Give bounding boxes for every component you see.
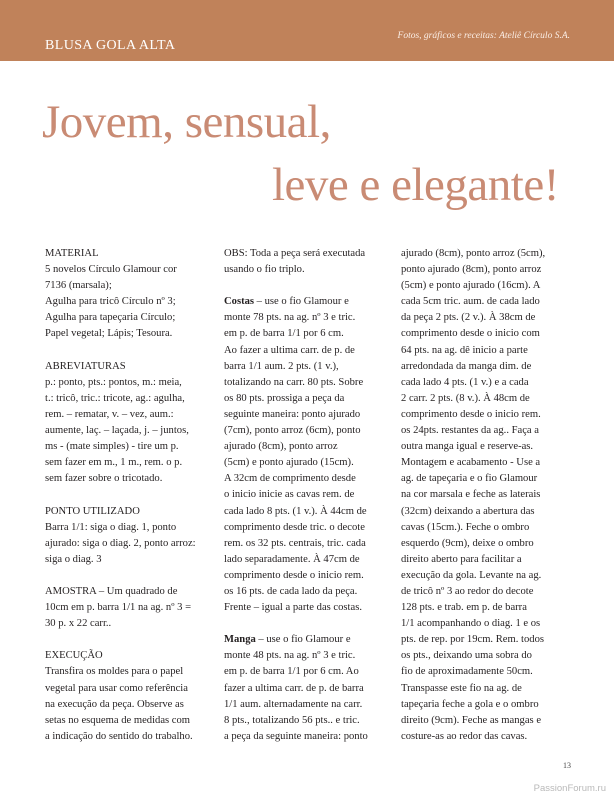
costas-line: rem. os 32 pts. centrais, tric. cada <box>224 537 366 549</box>
costas-line: seguinte maneira: ponto ajurado <box>224 408 361 420</box>
costas-line: lado separadamente. À 47cm de <box>224 553 360 565</box>
material-line: 7136 (marsala); <box>45 280 112 292</box>
abreviaturas-line: rem. – rematar, v. – vez, aum.: <box>45 408 174 420</box>
costas-label: Costas <box>224 296 255 308</box>
body-line: cada lado 4 pts. (1 v.) e a cada <box>401 376 529 388</box>
paragraph-gap <box>224 278 392 294</box>
manga-line: fazer a ultima carr. de p. de barra <box>224 682 364 694</box>
manga-label: Manga <box>224 634 256 646</box>
manga-text <box>224 648 392 745</box>
body-line: direito aberto para facilitar a <box>401 553 522 565</box>
section-title: BLUSA GOLA ALTA <box>45 38 176 53</box>
page-number: 13 <box>563 761 571 770</box>
costas-line: em p. de barra 1/1 por 6 cm. <box>224 328 344 340</box>
costas-first-text: – use o fio Glamour e <box>254 296 349 308</box>
costas-line: os 80 pts. prossiga a peça da <box>224 392 345 404</box>
execucao-line: na execução da peça. Observe as <box>45 698 184 710</box>
body-line: 128 pts. e trab. em p. de barra <box>401 602 527 614</box>
body-line: pts. de rep. por 19cm. Rem. todos <box>401 634 544 646</box>
body-line: esquerdo (9cm), deixe o ombro <box>401 537 534 549</box>
obs-text <box>224 246 392 278</box>
costas-line: barra 1/1 aum. 2 pts. (1 v.), <box>224 360 339 372</box>
header-band <box>0 0 614 61</box>
ponto-text <box>45 520 217 568</box>
abreviaturas-line: sem fazer sobre o tricotado. <box>45 473 163 485</box>
body-line: comprimento desde o inicio rem. <box>401 408 541 420</box>
paragraph-gap <box>224 616 392 632</box>
abreviaturas-line: ms - (mate simples) - tire um p. <box>45 441 179 453</box>
costas-line: (5cm) e ponto ajurado (15cm). <box>224 457 354 469</box>
text-column-2 <box>224 246 392 745</box>
execucao-line: vegetal para usar como referência <box>45 682 188 694</box>
manga-first-line <box>224 632 392 648</box>
photo-credits: Fotos, gráficos e receitas: Ateliê Círculo S.A. <box>397 31 570 41</box>
material-line: 5 novelos Círculo Glamour cor <box>45 264 177 276</box>
costas-line: A 32cm de comprimento desde <box>224 473 356 485</box>
body-line: arredondada da manga dim. de <box>401 360 532 372</box>
body-line: 1/1 acompanhando o diag. 1 e os <box>401 618 541 630</box>
ponto-line: Barra 1/1: siga o diag. 1, ponto <box>45 521 177 533</box>
body-line: os 24pts. restantes da ag.. Faça a <box>401 425 539 437</box>
paragraph-gap <box>45 568 217 584</box>
manga-line: monte 48 pts. na ag. nº 3 e tric. <box>224 650 356 662</box>
body-line: ponto ajurado (8cm), ponto arroz <box>401 264 542 276</box>
ponto-heading: PONTO UTILIZADO <box>45 505 140 517</box>
material-line: Agulha para tapeçaria Círculo; <box>45 312 176 324</box>
body-line: na cor marsala e feche as laterais <box>401 489 541 501</box>
abreviaturas-line: aumente, laç. – laçada, j. – juntos, <box>45 425 189 437</box>
manga-line: a peça da seguinte maneira: ponto <box>224 730 368 742</box>
obs-line: usando o fio triplo. <box>224 264 305 276</box>
execucao-line: setas no esquema de medidas com <box>45 714 191 726</box>
execucao-text <box>45 664 217 744</box>
body-line: os pts., deixando uma sobra do <box>401 650 532 662</box>
amostra-line: 10cm em p. barra 1/1 na ag. nº 3 = <box>45 602 192 614</box>
obs-line: OBS: Toda a peça será executada <box>224 248 366 259</box>
costas-line: totalizando na carr. 80 pts. Sobre <box>224 376 364 388</box>
material-line: Agulha para tricô Círculo nº 3; <box>45 296 176 308</box>
body-line: (32cm) deixando a abertura das <box>401 505 535 517</box>
costas-line: ajurado (8cm), ponto arroz <box>224 441 338 453</box>
manga-line: 1/1 aum. alternadamente na carr. <box>224 698 363 710</box>
ponto-line: siga o diag. 3 <box>45 553 102 565</box>
body-line: cavas (15cm.). Feche o ombro <box>401 521 530 533</box>
headline-line-1: Jovem, sensual, <box>42 96 331 148</box>
body-line: execução da gola. Levante na ag. <box>401 569 542 581</box>
paragraph-gap <box>45 632 217 648</box>
execucao-line: a indicação do sentido do trabalho. <box>45 730 193 742</box>
costas-line: o inicio inicie as cavas rem. de <box>224 489 355 501</box>
text-column-3 <box>401 246 571 745</box>
costas-line: (7cm), ponto arroz (6cm), ponto <box>224 425 361 437</box>
costas-text <box>224 310 392 616</box>
body-line: tapeçaria feche a gola e o ombro <box>401 698 539 710</box>
paragraph-gap <box>45 343 217 359</box>
body-line: Montagem e acabamento - Use a <box>401 457 541 469</box>
text-column-1 <box>45 246 217 745</box>
costas-line: comprimento desde tric. o decote <box>224 521 365 533</box>
costas-line: cada lado 8 pts. (1 v.). À 44cm de <box>224 505 367 517</box>
execucao-line: Transfira os moldes para o papel <box>45 666 184 678</box>
paragraph-gap <box>45 487 217 503</box>
material-heading: MATERIAL <box>45 248 99 259</box>
headline-line-2: leve e elegante! <box>272 159 559 211</box>
body-line: fio de aproximadamente 50cm. <box>401 666 533 678</box>
execucao-heading: EXECUÇÃO <box>45 650 103 662</box>
body-line: 64 pts. na ag. dê inicio a parte <box>401 344 528 356</box>
costas-line: os 16 pts. de cada lado da peça. <box>224 585 358 597</box>
body-line: ajurado (8cm), ponto arroz (5cm), <box>401 248 546 259</box>
manga-first-text: – use o fio Glamour e <box>255 634 351 646</box>
body-line: cada 5cm tric. aum. de cada lado <box>401 296 540 308</box>
material-line: Papel vegetal; Lápis; Tesoura. <box>45 328 173 340</box>
body-line: de tricô nº 3 ao redor do decote <box>401 585 534 597</box>
abreviaturas-text <box>45 375 217 488</box>
costas-line: monte 78 pts. na ag. nº 3 e tric. <box>224 312 356 324</box>
amostra-text <box>45 584 217 632</box>
body-line: ag. de tapeçaria e o fio Glamour <box>401 473 538 485</box>
body-line: outra manga igual e reserve-as. <box>401 441 534 453</box>
body-line: direito (9cm). Feche as mangas e <box>401 714 542 726</box>
manga-line: 8 pts., totalizando 56 pts.. e tric. <box>224 714 360 726</box>
body-line: comprimento desde o inicio com <box>401 328 540 340</box>
body-line: da peça 2 pts. (2 v.). À 38cm de <box>401 312 536 324</box>
site-watermark: PassionForum.ru <box>533 783 606 794</box>
ponto-line: ajurado: siga o diag. 2, ponto arroz: <box>45 537 196 549</box>
costas-line: comprimento desde o inicio rem. <box>224 569 364 581</box>
costas-first-line <box>224 294 392 310</box>
abreviaturas-line: p.: ponto, pts.: pontos, m.: meia, <box>45 376 182 388</box>
body-line: 2 carr. 2 pts. (8 v.). À 48cm de <box>401 392 530 404</box>
abreviaturas-line: t.: tricô, tric.: tricote, ag.: agulha, <box>45 392 185 404</box>
abreviaturas-heading: ABREVIATURAS <box>45 360 126 372</box>
costas-line: Ao fazer a ultima carr. de p. de <box>224 344 355 356</box>
material-list <box>45 262 217 342</box>
costas-line: Frente – igual a parte das costas. <box>224 602 362 614</box>
amostra-line: AMOSTRA – Um quadrado de <box>45 585 178 597</box>
amostra-line: 30 p. x 22 carr.. <box>45 618 112 630</box>
body-line: costure-as ao redor das cavas. <box>401 730 528 742</box>
manga-line: em p. de barra 1/1 por 6 cm. Ao <box>224 666 359 678</box>
body-line: Transpasse este fio na ag. de <box>401 682 522 694</box>
abreviaturas-line: sem fazer em m., 1 m., rem. o p. <box>45 457 183 469</box>
body-line: (5cm) e ponto ajurado (16cm). A <box>401 280 541 292</box>
